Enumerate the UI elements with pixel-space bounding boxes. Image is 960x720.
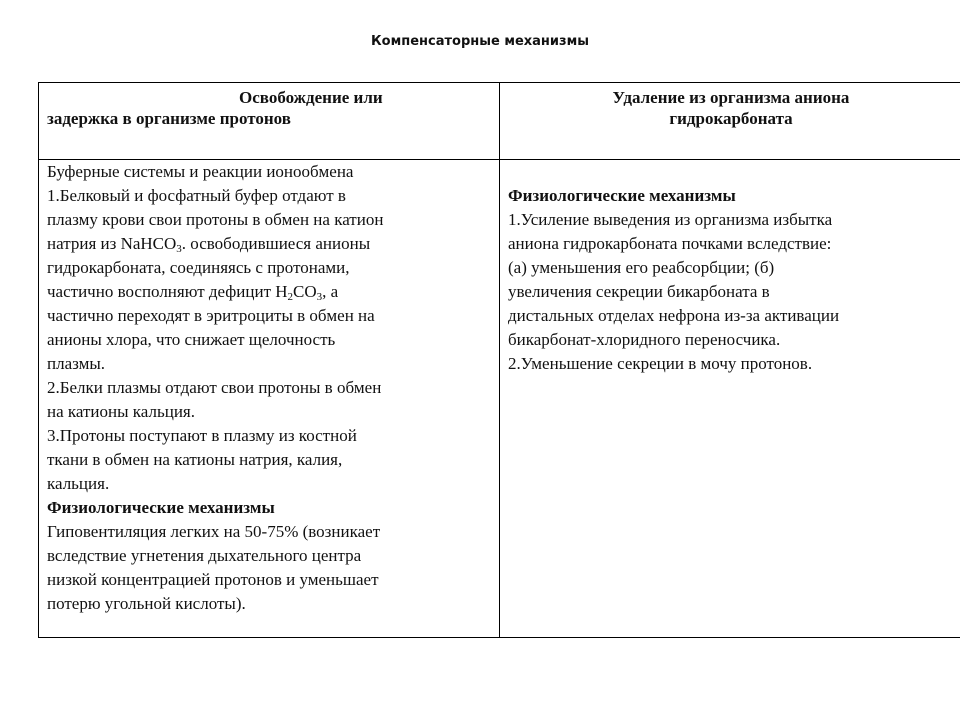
text-line: (а) уменьшения его реабсорбции; (б) [508,258,775,277]
text-line: низкой концентрацией протонов и уменьшает [47,570,379,589]
text-line: дистальных отделах нефрона из-за активации [508,306,840,325]
text-line: вследствие угнетения дыхательного центра [47,546,362,565]
text-line: Гиповентиляция легких на 50-75% (возникает [47,522,381,541]
text-line: аниона гидрокарбоната почками вследствие: [508,234,832,253]
subscript: 3 [316,291,323,303]
section-heading: Физиологические механизмы [508,186,736,205]
header-cell-protons [39,83,500,160]
subscript: 2 [287,291,294,303]
text-line: Буферные системы и реакции ионообмена [47,162,354,181]
section-heading: Физиологические механизмы [47,498,275,517]
text-line: 2.Уменьшение секреции в мочу протонов. [508,354,813,373]
text-line: 1.Усиление выведения из организма избытка [508,210,833,229]
text-line-h2co3: частично восполняют дефицит $H_2CO_3$, а [47,282,339,303]
table-body-row [39,160,960,638]
text-line: ткани в обмен на катионы натрия, калия, [47,450,343,469]
header-text: задержка в организме протонов [47,109,291,128]
table-header-row [39,83,960,160]
text-line: на катионы кальция. [47,402,195,421]
text-line: частично переходят в эритроциты в обмен на [47,306,375,325]
text-line: 3.Протоны поступают в плазму из костной [47,426,357,445]
text-line: бикарбонат-хлоридного переносчика. [508,330,781,349]
cell-bicarbonate-mechanisms [500,160,960,638]
text-line: потерю угольной кислоты). [47,594,246,613]
page-title: Компенсаторные механизмы [371,34,589,49]
cell-protons-mechanisms [39,160,500,638]
header-text: Освобождение или [239,88,383,107]
text-line: плазмы. [47,354,106,373]
text-line: анионы хлора, что снижает щелочность [47,330,336,349]
text-line: кальция. [47,474,110,493]
text-line: гидрокарбоната, соединяясь с протонами, [47,258,350,277]
header-text: Удаление из организма аниона [612,88,850,107]
text-line: 2.Белки плазмы отдают свои протоны в обмен [47,378,382,397]
header-cell-bicarbonate [500,83,960,160]
text-line: увеличения секреции бикарбоната в [508,282,770,301]
header-text: гидрокарбоната [669,109,793,128]
text-line: плазму крови свои протоны в обмен на катион [47,210,384,229]
text-line-nahco3: натрия из NaHCO$_3$. освободившиеся анионы [47,234,371,255]
subscript: 3 [176,243,182,255]
text-line: 1.Белковый и фосфатный буфер отдают в [47,186,346,205]
mechanisms-table [38,82,960,638]
